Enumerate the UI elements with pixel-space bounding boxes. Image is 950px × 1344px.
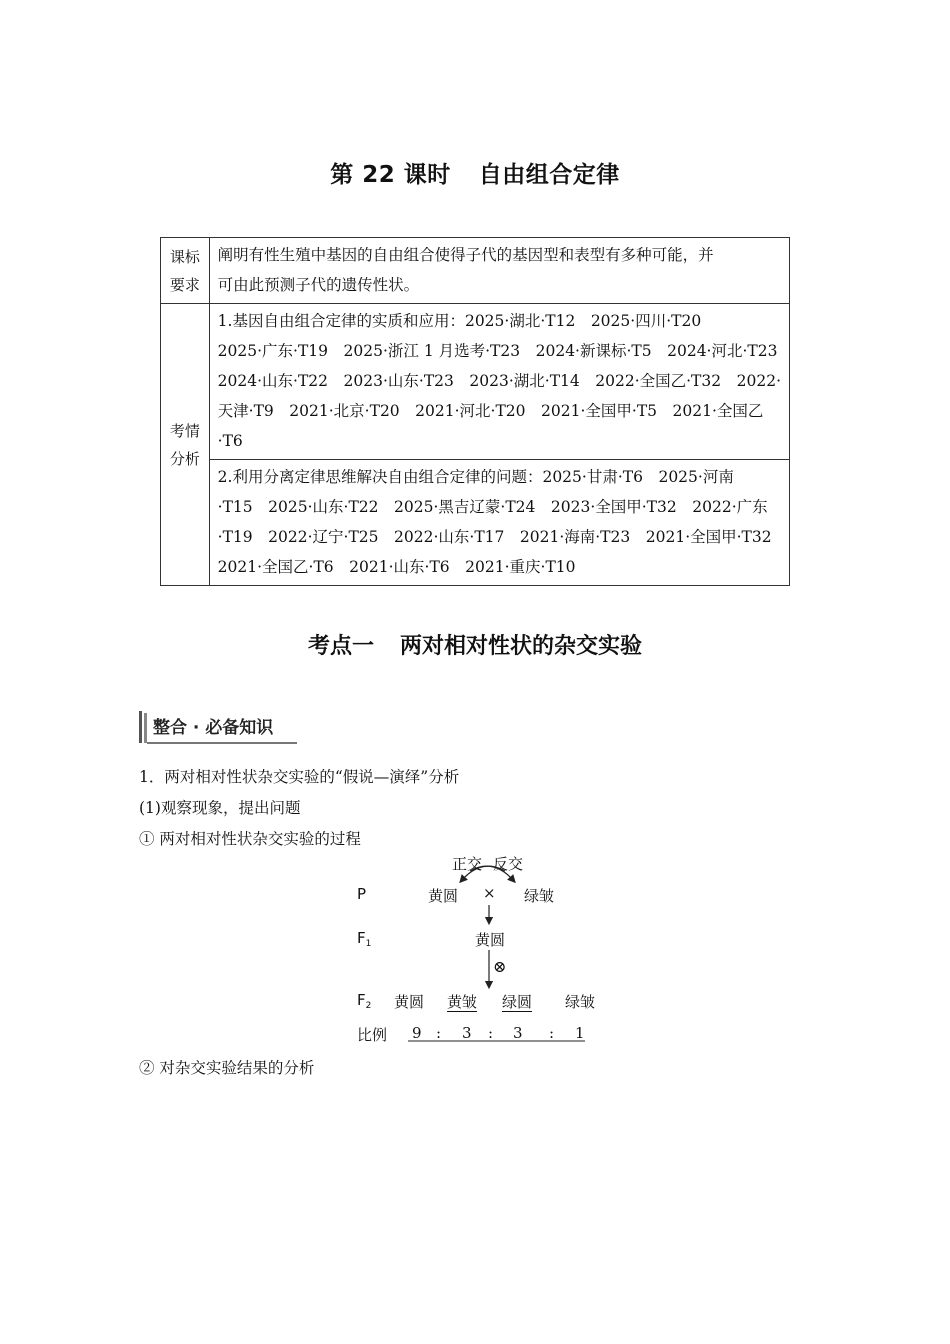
lesson-topic: 自由组合定律 — [478, 162, 620, 188]
generation-f2 — [357, 991, 371, 1011]
row-header-line: 考情 — [169, 421, 200, 440]
lesson-number: 第 22 课时 — [330, 162, 451, 188]
table-line: ·T19 2022·辽宁·T25 2022·山东·T17 2021·海南·T23 2021·全国甲·T32 — [217, 528, 772, 546]
ratio-separator: : — [436, 1024, 442, 1042]
table-line: 可由此预测子代的遗传性状。 — [217, 276, 420, 294]
table-line: 1.基因自由组合定律的实质和应用：2025·湖北·T12 2025·四川·T20 — [217, 312, 702, 330]
f1-phenotype: 黄圆 — [475, 931, 506, 949]
f1-subscript: 1 — [365, 939, 372, 949]
ratio-value: 3 — [462, 1024, 472, 1042]
badge-bar — [139, 711, 142, 743]
fanjiao-label: 反交 — [493, 855, 524, 873]
row-header-standard — [161, 238, 210, 304]
f1-letter: F — [357, 929, 366, 947]
generation-f1 — [357, 929, 371, 949]
table-line: 阐明有性生殖中基因的自由组合使得子代的基因型和表型有多种可能，并 — [217, 246, 714, 264]
table-line: 2025·广东·T19 2025·浙江 1 月选考·T23 2024·新课标·T5 2024·河北·T23 — [217, 342, 778, 360]
paragraph-2: (1)观察现象，提出问题 — [139, 799, 301, 817]
paragraph-3: ① 两对相对性状杂交实验的过程 — [139, 830, 361, 848]
lesson-title — [0, 156, 950, 189]
table-row — [161, 304, 790, 460]
knowledge-badge — [139, 711, 297, 741]
f2-phenotype: 绿皱 — [565, 993, 596, 1011]
curriculum-table — [160, 237, 790, 586]
section-label: 考点一 — [307, 634, 374, 659]
table-line: ·T6 — [217, 432, 243, 450]
section-title: 两对相对性状的杂交实验 — [400, 634, 643, 659]
ratio-value: 1 — [575, 1024, 585, 1042]
ratio-separator: : — [549, 1024, 555, 1042]
table-line: ·T15 2025·山东·T22 2025·黑吉辽蒙·T24 2023·全国甲·T32 2022·广东 — [217, 498, 768, 516]
f2-phenotype: 黄皱 — [447, 993, 478, 1011]
ratio-separator: : — [488, 1024, 494, 1042]
ratio-value: 9 — [412, 1024, 422, 1042]
zhengjiao-label: 正交 — [452, 855, 483, 873]
table-line: 天津·T9 2021·北京·T20 2021·河北·T20 2021·全国甲·T5 2021·全国乙 — [217, 402, 764, 420]
row-header-line: 要求 — [169, 275, 200, 294]
row-header-line: 课标 — [169, 247, 200, 266]
row-header-line: 分析 — [169, 449, 200, 468]
f2-letter: F — [357, 991, 366, 1009]
badge-underline — [147, 742, 297, 744]
badge-label: 整合 · 必备知识 — [153, 718, 274, 738]
paragraph-1: 1．两对相对性状杂交实验的“假说—演绎”分析 — [139, 768, 460, 786]
section-heading — [0, 629, 950, 660]
row-header-analysis — [161, 304, 210, 586]
table-row — [161, 238, 790, 304]
analysis-block-1 — [209, 304, 789, 460]
selfing-icon: ⊗ — [493, 957, 507, 976]
table-line: 2021·全国乙·T6 2021·山东·T6 2021·重庆·T10 — [217, 558, 576, 576]
table-line: 2024·山东·T22 2023·山东·T23 2023·湖北·T14 2022·全国乙·T32 2022· — [217, 372, 781, 390]
badge-bar — [144, 713, 147, 743]
f2-phenotype: 黄圆 — [394, 993, 425, 1011]
standard-text — [209, 238, 789, 304]
cross-symbol: × — [483, 884, 496, 902]
parent-2: 绿皱 — [524, 887, 555, 905]
table-row — [161, 460, 790, 586]
table-line: 2.利用分离定律思维解决自由组合定律的问题：2025·甘肃·T6 2025·河南 — [217, 468, 734, 486]
ratio-label: 比例 — [357, 1026, 388, 1044]
f2-phenotype: 绿圆 — [502, 993, 533, 1011]
ratio-value: 3 — [513, 1024, 523, 1042]
analysis-block-2 — [209, 460, 789, 586]
generation-p: P — [357, 885, 367, 903]
f2-subscript: 2 — [365, 1001, 372, 1011]
parent-1: 黄圆 — [428, 887, 459, 905]
paragraph-4: ② 对杂交实验结果的分析 — [139, 1059, 315, 1077]
